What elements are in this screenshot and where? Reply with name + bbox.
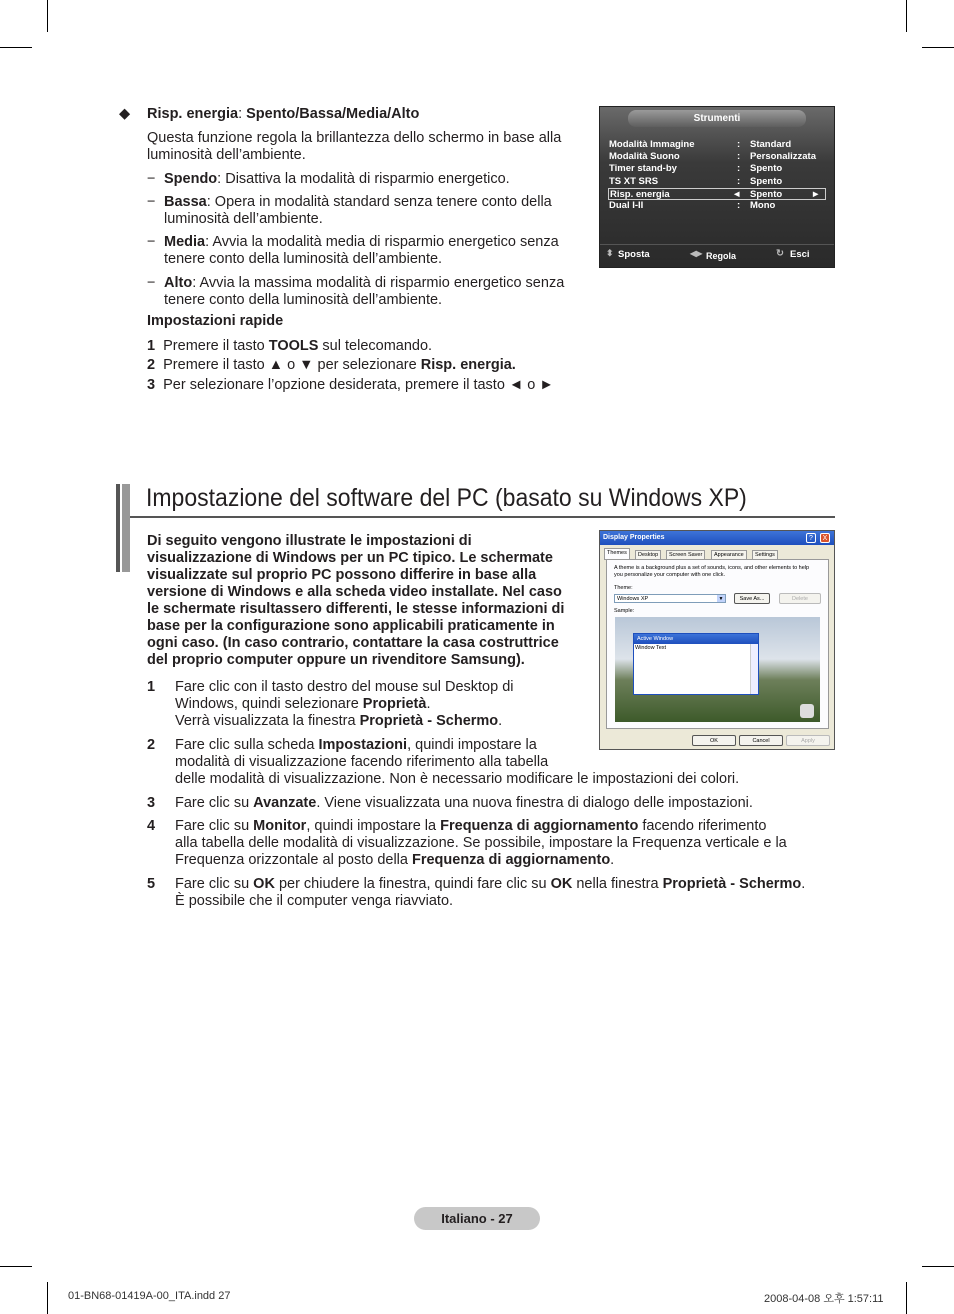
crop-mark (0, 1266, 32, 1267)
step-number: 1 (147, 679, 156, 695)
option-item: − Spendo: Disattiva la modalità di risparmio energetico. (147, 171, 510, 187)
osd-row: Dual I-II : Mono (609, 200, 776, 211)
section-bar (116, 484, 120, 572)
step-text: Fare clic su Avanzate. Viene visualizzata una nuova finestra di dialogo delle impostazioni. (175, 795, 753, 811)
osd-row: Timer stand-by : Spento (609, 163, 783, 174)
tab-desktop: Desktop (635, 550, 661, 560)
theme-description: A theme is a background plus a set of sounds, icons, and other elements to help you personalize your computer with one click. (614, 565, 810, 578)
crop-mark (0, 47, 32, 48)
return-icon: ↻ (776, 248, 784, 259)
sample-preview (615, 617, 820, 722)
section-intro: Di seguito vengono illustrate le impostazioni di visualizzazione di Windows per un PC tipico. Le schermate visualizzate sul proprio PC possono differire in base alla versione di Windows e alla scheda video installate. Nel caso le schermate risultassero differenti, le stesse informazioni di base per la configurazione sono applicabili praticamente in ogni caso. (In caso contrario, contattare la casa costruttrice del proprio computer oppure un rivenditore Samsung). (147, 533, 565, 668)
sample-label: Sample: (614, 608, 635, 614)
option-heading: Risp. energia: Spento/Bassa/Media/Alto (147, 106, 420, 122)
section-rule (130, 516, 835, 518)
osd-title: Strumenti (628, 110, 806, 127)
tab-settings: Settings (752, 550, 778, 560)
close-icon: X (820, 533, 830, 543)
theme-label: Theme: (614, 585, 633, 591)
tab-appearance: Appearance (711, 550, 747, 560)
osd-row: TS XT SRS : Spento (609, 176, 783, 187)
quick-step: 2 Premere il tasto ▲ o ▼ per selezionare Risp. energia. (147, 357, 516, 373)
step-number: 2 (147, 737, 156, 753)
cancel-button: Cancel (739, 735, 783, 746)
leftright-icon: ◀▶ (690, 249, 703, 258)
step-number: 4 (147, 818, 156, 834)
bullet-diamond-icon: ◆ (119, 106, 131, 122)
print-date: 2008-04-08 오후 1:57:11 (764, 1293, 884, 1305)
osd-exit-label: Esci (790, 249, 810, 260)
help-icon: ? (806, 533, 816, 543)
osd-footer (600, 244, 834, 267)
active-window-preview (633, 633, 759, 695)
window-text: Window Text (635, 645, 667, 651)
option-intro: Questa funzione regola la brillantezza dello schermo in base alla luminosità dell’ambiente. (147, 130, 562, 163)
dialog-title: Display Properties (600, 531, 834, 545)
active-window-title: Active Window (634, 634, 758, 644)
updown-icon: ⬍ (606, 248, 614, 258)
crop-mark (47, 1282, 48, 1314)
osd-adjust-label: Regola (706, 251, 737, 261)
tools-menu-screenshot (599, 106, 835, 268)
scrollbar (750, 644, 758, 694)
osd-row: Modalità Immagine : Standard (609, 139, 792, 150)
step-text: Fare clic con il tasto destro del mouse sul Desktop di Windows, quindi selezionare Proprietà. Verrà visualizzata la finestra Proprietà - Schermo. (175, 679, 514, 729)
crop-mark (922, 1266, 954, 1267)
step-text: Fare clic sulla scheda Impostazioni, quindi impostare la modalità di visualizzazione facendo riferimento alla tabella delle modalità di visualizzazione. Non è necessario modificare le impostazioni dei colori. (175, 737, 740, 787)
delete-button: Delete (779, 593, 821, 604)
crop-mark (47, 0, 48, 32)
display-properties-screenshot (599, 530, 835, 750)
quick-settings-title: Impostazioni rapide (147, 313, 284, 329)
step-text: Fare clic su OK per chiudere la finestra, quindi fare clic su OK nella finestra Proprietà - Schermo. È possibile che il computer venga riavviato. (175, 876, 806, 909)
osd-row: Modalità Suono : Personalizzata (609, 151, 816, 162)
option-item: − Alto: Avvia la massima modalità di risparmio energetico senza tenere conto della luminosità dell’ambiente. (147, 275, 565, 308)
tab-screen-saver: Screen Saver (666, 550, 705, 560)
option-item: − Bassa: Opera in modalità standard senza tenere conto della luminosità dell’ambiente. (147, 194, 552, 227)
crop-mark (922, 47, 954, 48)
save-as-button: Save As... (734, 593, 770, 604)
osd-row-selected: Risp. energia ◄ Spento ► (608, 188, 826, 200)
osd-move-label: Sposta (618, 249, 650, 260)
step-number: 3 (147, 795, 156, 811)
ok-button: OK (692, 735, 736, 746)
section-title: Impostazione del software del PC (basato su Windows XP) (146, 484, 747, 512)
apply-button: Apply (786, 735, 830, 746)
arrow-right-icon: ► (811, 189, 821, 200)
quick-step: 3 Per selezionare l’opzione desiderata, premere il tasto ◄ o ► (147, 377, 554, 393)
step-number: 5 (147, 876, 156, 892)
theme-select: Windows XP ▼ (614, 594, 726, 603)
file-info: 01-BN68-01419A-00_ITA.indd 27 (68, 1290, 231, 1302)
quick-step: 1 Premere il tasto TOOLS sul telecomando. (147, 338, 433, 354)
crop-mark (906, 0, 907, 32)
option-item: − Media: Avvia la modalità media di risparmio energetico senza tenere conto della luminosità dell’ambiente. (147, 234, 559, 267)
chevron-down-icon: ▼ (718, 596, 724, 602)
section-bar (122, 484, 130, 572)
page-number: Italiano - 27 (414, 1207, 540, 1230)
crop-mark (906, 1282, 907, 1314)
recycle-bin-icon (800, 704, 814, 718)
step-text: Fare clic su Monitor, quindi impostare la Frequenza di aggiornamento facendo riferimento alla tabella delle modalità di visualizzazione. Se possibile, impostare la Frequenza verticale e la Frequenza orizzontale al posto della Frequenza di aggiornamento. (175, 818, 787, 868)
tab-themes: Themes (604, 548, 630, 560)
